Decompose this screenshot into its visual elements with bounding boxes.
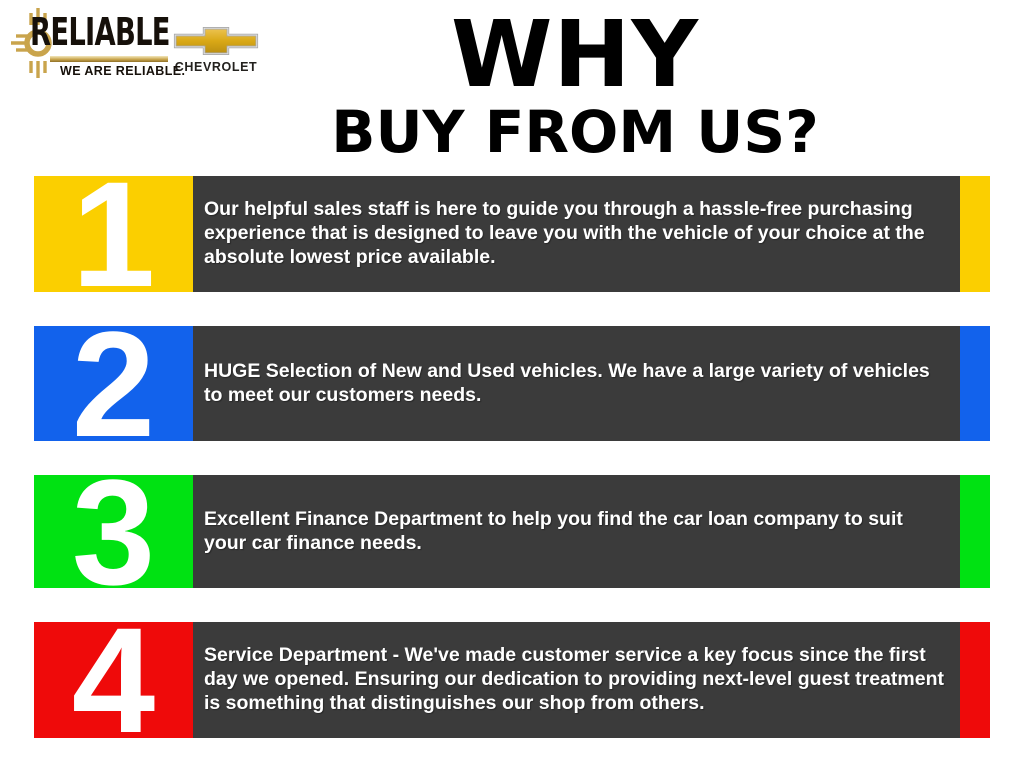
- page-title: [130, 1, 1020, 166]
- reason-text-2: HUGE Selection of New and Used vehicles. We have a large variety of vehicles to meet our customers needs.: [204, 359, 930, 406]
- reason-number-3: 3: [71, 447, 156, 616]
- reason-text-panel-1: [193, 176, 960, 292]
- gold-underline-bar: [50, 56, 168, 62]
- reason-row-1: [34, 150, 990, 318]
- reason-number-4: 4: [71, 596, 156, 764]
- reliable-dealer-logo: [6, 6, 186, 80]
- reason-number-2: 2: [71, 299, 156, 468]
- title-line-2: BUY FROM US?: [331, 98, 819, 166]
- chevrolet-wordmark: CHEVROLET: [174, 60, 258, 74]
- reason-text-panel-3: [193, 475, 960, 588]
- reason-text-1: Our helpful sales staff is here to guide you through a hassle-free purchasing experience that is designed to leave you with the vehicle of your choice at the absolute lowest price available.: [204, 198, 925, 268]
- reason-number-1: 1: [71, 150, 156, 318]
- reason-row-2: [34, 299, 990, 468]
- dealer-name: RELIABLE: [30, 10, 170, 54]
- dealer-tagline: WE ARE RELIABLE.: [60, 64, 186, 78]
- reason-text-panel-4: [193, 622, 960, 738]
- reason-row-3: [34, 447, 990, 616]
- title-line-1: WHY: [450, 1, 700, 108]
- reason-text-panel-2: [193, 326, 960, 441]
- reason-text-3: Excellent Finance Department to help you find the car loan company to suit your car finance needs.: [204, 507, 903, 554]
- reason-text-4: Service Department - We've made customer service a key focus since the first day we opened. Ensuring our dedication to providing next-level guest treatment is something that distinguishes our shop from others.: [204, 644, 945, 714]
- reason-row-4: [34, 596, 990, 764]
